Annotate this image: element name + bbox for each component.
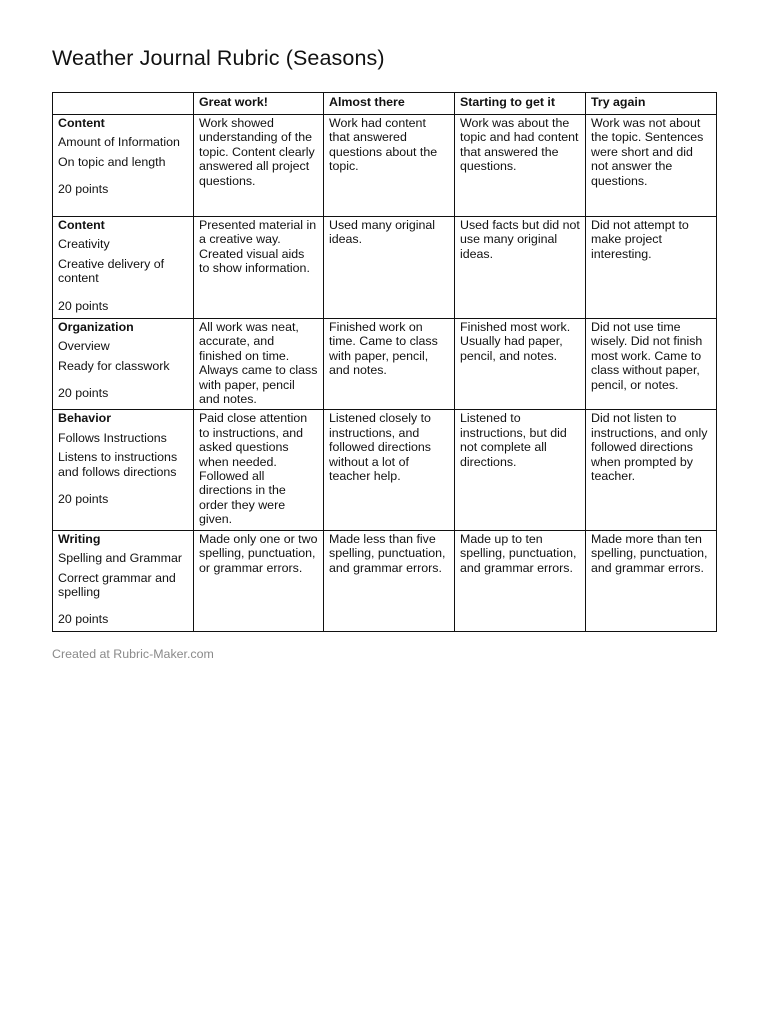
rubric-cell: Made less than five spelling, punctuation, and grammar errors.: [324, 530, 455, 631]
criteria-name: Content: [58, 116, 105, 130]
table-row: [53, 410, 717, 530]
criteria-detail: Overview: [58, 339, 110, 354]
table-row: [53, 319, 717, 410]
criteria-name: Behavior: [58, 411, 112, 426]
criteria-name: Content: [58, 218, 105, 232]
rubric-cell: Finished work on time. Came to class with paper, pencil, and notes.: [324, 319, 455, 410]
rubric-cell: Did not use time wisely. Did not finish most work. Came to class without paper, pencil, or notes.: [586, 319, 717, 410]
criteria-points: 20 points: [58, 182, 109, 197]
rubric-cell: Work showed understanding of the topic. Content clearly answered all project questions.: [194, 115, 324, 217]
rubric-cell: Work was not about the topic. Sentences were short and did not answer the questions.: [586, 115, 717, 217]
page-title: Weather Journal Rubric (Seasons): [52, 46, 385, 70]
criteria-cell: [53, 319, 194, 410]
criteria-detail: Follows Instructions: [58, 430, 167, 445]
criteria-detail: Ready for classwork: [58, 358, 170, 373]
table-row: [53, 530, 717, 631]
criteria-points: 20 points: [58, 612, 109, 627]
rubric-cell: Used facts but did not use many original ideas.: [455, 217, 586, 319]
rubric-cell: Work had content that answered questions about the topic.: [324, 115, 455, 217]
criteria-points: 20 points: [58, 492, 109, 507]
rubric-cell: Used many original ideas.: [324, 217, 455, 319]
header-cell-great-work: Great work!: [194, 93, 324, 115]
rubric-cell: Listened to instructions, but did not complete all directions.: [455, 410, 586, 530]
criteria-cell: [53, 217, 194, 319]
rubric-cell: Did not attempt to make project interesting.: [586, 217, 717, 319]
criteria-cell: [53, 530, 194, 631]
rubric-cell: All work was neat, accurate, and finished on time. Always came to class with paper, pencil and notes.: [194, 319, 324, 410]
criteria-detail: Amount of Information: [58, 135, 180, 150]
criteria-detail: Listens to instructions and follows directions: [58, 450, 178, 479]
table-row: [53, 217, 717, 319]
header-row: [53, 93, 717, 115]
rubric-cell: Listened closely to instructions, and followed directions without a lot of teacher help.: [324, 410, 455, 530]
rubric-cell: Made more than ten spelling, punctuation, and grammar errors.: [586, 530, 717, 631]
rubric-cell: Made up to ten spelling, punctuation, and grammar errors.: [455, 530, 586, 631]
criteria-detail: Creativity: [58, 237, 110, 252]
header-cell-starting-to-get-it: Starting to get it: [455, 93, 586, 115]
criteria-name: Writing: [58, 531, 101, 546]
criteria-detail: On topic and length: [58, 154, 166, 169]
criteria-detail: Creative delivery of content: [58, 256, 165, 286]
criteria-cell: [53, 410, 194, 530]
rubric-cell: Work was about the topic and had content that answered the questions.: [455, 115, 586, 217]
rubric-cell: Made only one or two spelling, punctuation, or grammar errors.: [194, 530, 324, 631]
rubric-cell: Paid close attention to instructions, and asked questions when needed. Followed all directions in the order they were given.: [194, 410, 324, 530]
criteria-points: 20 points: [58, 386, 109, 401]
header-cell-try-again: Try again: [586, 93, 717, 115]
criteria-cell: [53, 115, 194, 217]
criteria-detail: Spelling and Grammar: [58, 551, 182, 566]
footer-credit: Created at Rubric-Maker.com: [52, 647, 214, 661]
rubric-table: [52, 92, 717, 632]
criteria-name: Organization: [58, 320, 134, 334]
header-cell-criteria: [53, 93, 194, 115]
rubric-cell: Did not listen to instructions, and only followed directions when prompted by teacher.: [586, 410, 717, 530]
criteria-detail: Correct grammar and spelling: [58, 570, 176, 599]
header-cell-almost-there: Almost there: [324, 93, 455, 115]
rubric-cell: Presented material in a creative way. Created visual aids to show information.: [194, 217, 324, 319]
table-row: [53, 115, 717, 217]
rubric-cell: Finished most work. Usually had paper, pencil, and notes.: [455, 319, 586, 410]
criteria-points: 20 points: [58, 298, 109, 313]
